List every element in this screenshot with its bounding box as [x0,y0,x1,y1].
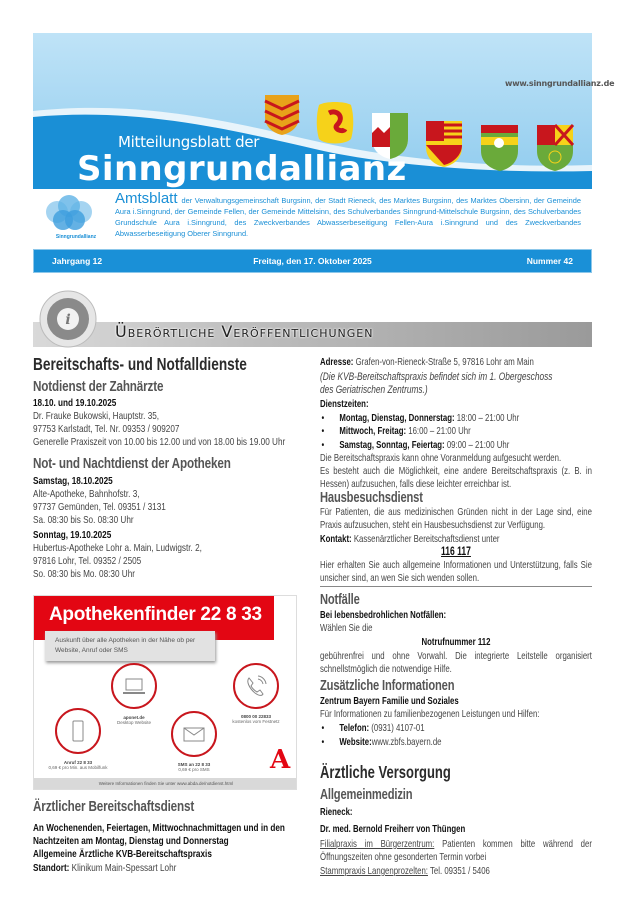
haus-text: Für Patienten, die aus medizinischen Gründen nicht in der Lage sind, eine Praxis aufzusuchen, steht ein Hausbesuchsdienst zur Verfügung. [320,506,592,531]
kontakt-label: Kontakt: [320,533,352,545]
apotheke-sun-date: Sonntag, 19.10.2025 [33,529,112,541]
heading-zahnaerzte: Notdienst der Zahnärzte [33,378,164,395]
filial-text: Patienten kommen bitte während der Öffnungszeiten ohne gesonderten Termin vorbei [320,838,592,863]
standort-label: Standort: [33,862,70,874]
heading-aerztlicher-bereitschaftsdienst: Ärztlicher Bereitschaftsdienst [33,798,195,815]
notfall-text: gebührenfrei und ohne Vorwahl. Die integrierte Leitstelle organisiert schnellstmöglich die notwendige Hilfe. [320,650,592,675]
ad-info-box: Auskunft über alle Apotheken in der Nähe ob per Website, Anruf oder SMS [45,631,215,661]
logo-text: Sinngrundallianz [55,234,97,240]
heading-zusaetzliche-informationen: Zusätzliche Informationen [320,677,455,694]
web-title: aponet.de [123,715,145,720]
section-title: Überörtliche Veröffentlichungen [115,322,374,341]
website-item[interactable] [320,736,442,749]
laptop-icon [123,675,145,697]
stamm-label: Stammpraxis Langenprozelten: [320,865,428,877]
apotheke-line: 97737 Gemünden, Tel. 09351 / 3131 [33,501,166,513]
amtsblatt-word: Amtsblatt [115,190,178,207]
doctor-name: Dr. med. Bernold Freiherr von Thüngen [320,823,466,835]
mobile-sub: 0,69 € pro Min. aus Mobilfunk [48,765,108,770]
heading-notfalldienste: Bereitschafts- und Notfalldienste [33,354,247,374]
envelope-icon [183,723,205,745]
kontakt [320,533,500,546]
kontakt-value: Kassenärztlicher Bereitschaftsdienst unter [351,533,500,545]
tel-value: (0931) 4107-01 [369,722,425,734]
laptop-circle [111,663,157,709]
apotheke-line: Hubertus-Apotheke Lohr a. Main, Ludwigstr. 2, [33,542,202,554]
stammpraxis [320,865,490,878]
apothekenfinder-ad [33,595,297,790]
amtsblatt-text: der Verwaltungsgemeinschaft Burgsinn, der Stadt Rieneck, des Marktes Burgsinn, des Marktes Obersinn, der Gemeinde Aura i.Sinngrund, der Gemeinde Fellen, der Gemeinde Mittelsinn, des Schulverbandes Sinngrund-Mittelschule Burgsinn, des Schulverbandes Grundschule Aura i.Sinngrund, des Zweckverbandes Abwasserbeseitigung Fellen-Aura i.Sinngrund und des Zweckverbandes Abwasserbeseitigung Oberer Sinngrund. [115,196,581,238]
web-label [94,715,174,725]
time: 18:00 – 21:00 Uhr [454,412,520,424]
apotheke-line: Alte-Apotheke, Bahnhofstr. 3, [33,488,140,500]
filialpraxis [320,838,592,864]
days: Montag, Dienstag, Donnerstag: [339,412,455,424]
italic-note: des Geriatrischen Zentrums.) [320,384,428,396]
heading-apotheken: Not- und Nachtdienst der Apotheken [33,455,231,472]
notfall-bold: Bei lebensbedrohlichen Notfällen: [320,609,447,621]
heading-allgemeinmedizin: Allgemeinmedizin [320,786,413,803]
haus-text2: Hier erhalten Sie auch allgemeine Informationen und Unterstützung, falls Sie unsicher sind, an wen Sie sich wenden sollen. [320,559,592,584]
phone-label [216,714,296,724]
zahn-line: Generelle Praxiszeit von 10.00 bis 12.00 und von 18.00 bis 19.00 Uhr [33,436,286,448]
divider [320,586,592,587]
stamm-value: Tel. 09351 / 5406 [427,865,490,877]
days: Samstag, Sonntag, Feiertag: [339,439,445,451]
apotheke-line: So. 08:30 bis Mo. 08:30 Uhr [33,568,135,580]
aerztlich-line: Nachtzeiten am Montag, Dienstag und Donnerstag [33,835,229,847]
dienstzeit-item [320,439,509,452]
notfall-line: Wählen Sie die [320,622,373,634]
website-url[interactable]: www.sinngrundallianz.de [505,79,615,88]
aerztlich-line: An Wochenenden, Feiertagen, Mittwochnachmittagen und in den [33,822,285,834]
sms-title: SMS an 22 8 33 [177,762,211,767]
masthead-subtitle: Mitteilungsblatt der [118,133,260,151]
zahn-line: 97753 Karlstadt, Tel. Nr. 09353 / 909207 [33,423,180,435]
notrufnummer: Notrufnummer 112 [421,636,491,648]
right-column [320,0,592,897]
time: 16:00 – 21:00 Uhr [406,425,471,437]
zahn-line: Dr. Frauke Bukowski, Hauptstr. 35, [33,410,160,422]
adresse [320,356,534,369]
ad-title: Apothekenfinder 22 8 33 [49,604,262,625]
note: Es besteht auch die Möglichkeit, eine andere Bereitschaftspraxis (z. B. in Hessen) aufzusuchen, falls diese leichter erreichbar ist. [320,465,592,490]
apotheke-sat-date: Samstag, 18.10.2025 [33,475,113,487]
standort-value: Klinikum Main-Spessart Lohr [69,862,177,874]
web-link[interactable]: www.zbfs.bayern.de [371,736,442,748]
smartphone-icon [67,720,89,742]
mobile-label [38,760,118,770]
issue-date: Freitag, den 17. Oktober 2025 [253,256,372,266]
zbfs-name: Zentrum Bayern Familie und Soziales [320,695,459,707]
web-label: Website: [339,736,372,748]
apotheke-line: Sa. 08:30 bis So. 08:30 Uhr [33,514,134,526]
zahn-date: 18.10. und 19.10.2025 [33,397,117,409]
apotheke-a-logo: A [270,745,291,775]
dienstzeiten-label: Dienstzeiten: [320,398,369,410]
dienstzeit-item [320,425,471,438]
italic-note: (Die KVB-Bereitschaftspraxis befindet sich im 1. Obergeschoss [320,371,553,383]
phone-circle [233,663,279,709]
phone-icon [245,675,267,697]
masthead-title: Sinngrundallianz [77,149,407,189]
time: 09:00 – 21:00 Uhr [444,439,510,451]
heading-aerztliche-versorgung: Ärztliche Versorgung [320,762,451,782]
filial-label: Filialpraxis im Bürgerzentrum: [320,838,435,850]
apotheke-line: 97816 Lohr, Tel. 09352 / 2505 [33,555,142,567]
place: Rieneck: [320,806,353,818]
issue-number: Nummer 42 [526,256,573,266]
days: Mittwoch, Freitag: [339,425,407,437]
telefon-item [320,722,425,735]
sms-sub: 0,69 € pro SMS [178,767,210,772]
adresse-label: Adresse: [320,356,354,368]
jahrgang: Jahrgang 12 [52,256,103,266]
heading-notfaelle: Notfälle [320,591,360,608]
sms-circle [171,711,217,757]
svg-text:i: i [65,312,71,328]
sms-label [154,762,234,772]
phone-sub: kostenlos vom Festnetz [232,719,280,724]
standort [33,862,176,875]
zbfs-line: Für Informationen zu familienbezogenen Leistungen und Hilfen: [320,708,540,720]
heading-hausbesuchsdienst: Hausbesuchsdienst [320,489,423,506]
note: Die Bereitschaftspraxis kann ohne Voranmeldung aufgesucht werden. [320,452,562,464]
phone-title: 0800 00 22833 [240,714,272,719]
aerztlich-line: Allgemeine Ärztliche KVB-Bereitschaftspraxis [33,848,212,860]
mobile-title: Anruf 22 8 33 [63,760,93,765]
web-sub: Desktop Website [117,720,151,725]
ad-footer: Weitere Informationen finden Sie unter www.abda.de/notdienst.html [34,778,297,789]
dienstzeit-item [320,412,519,425]
phone-116117: 116 117 [440,546,471,558]
tel-label: Telefon: [339,722,370,734]
adresse-value: Grafen-von-Rieneck-Straße 5, 97816 Lohr am Main [353,356,534,368]
